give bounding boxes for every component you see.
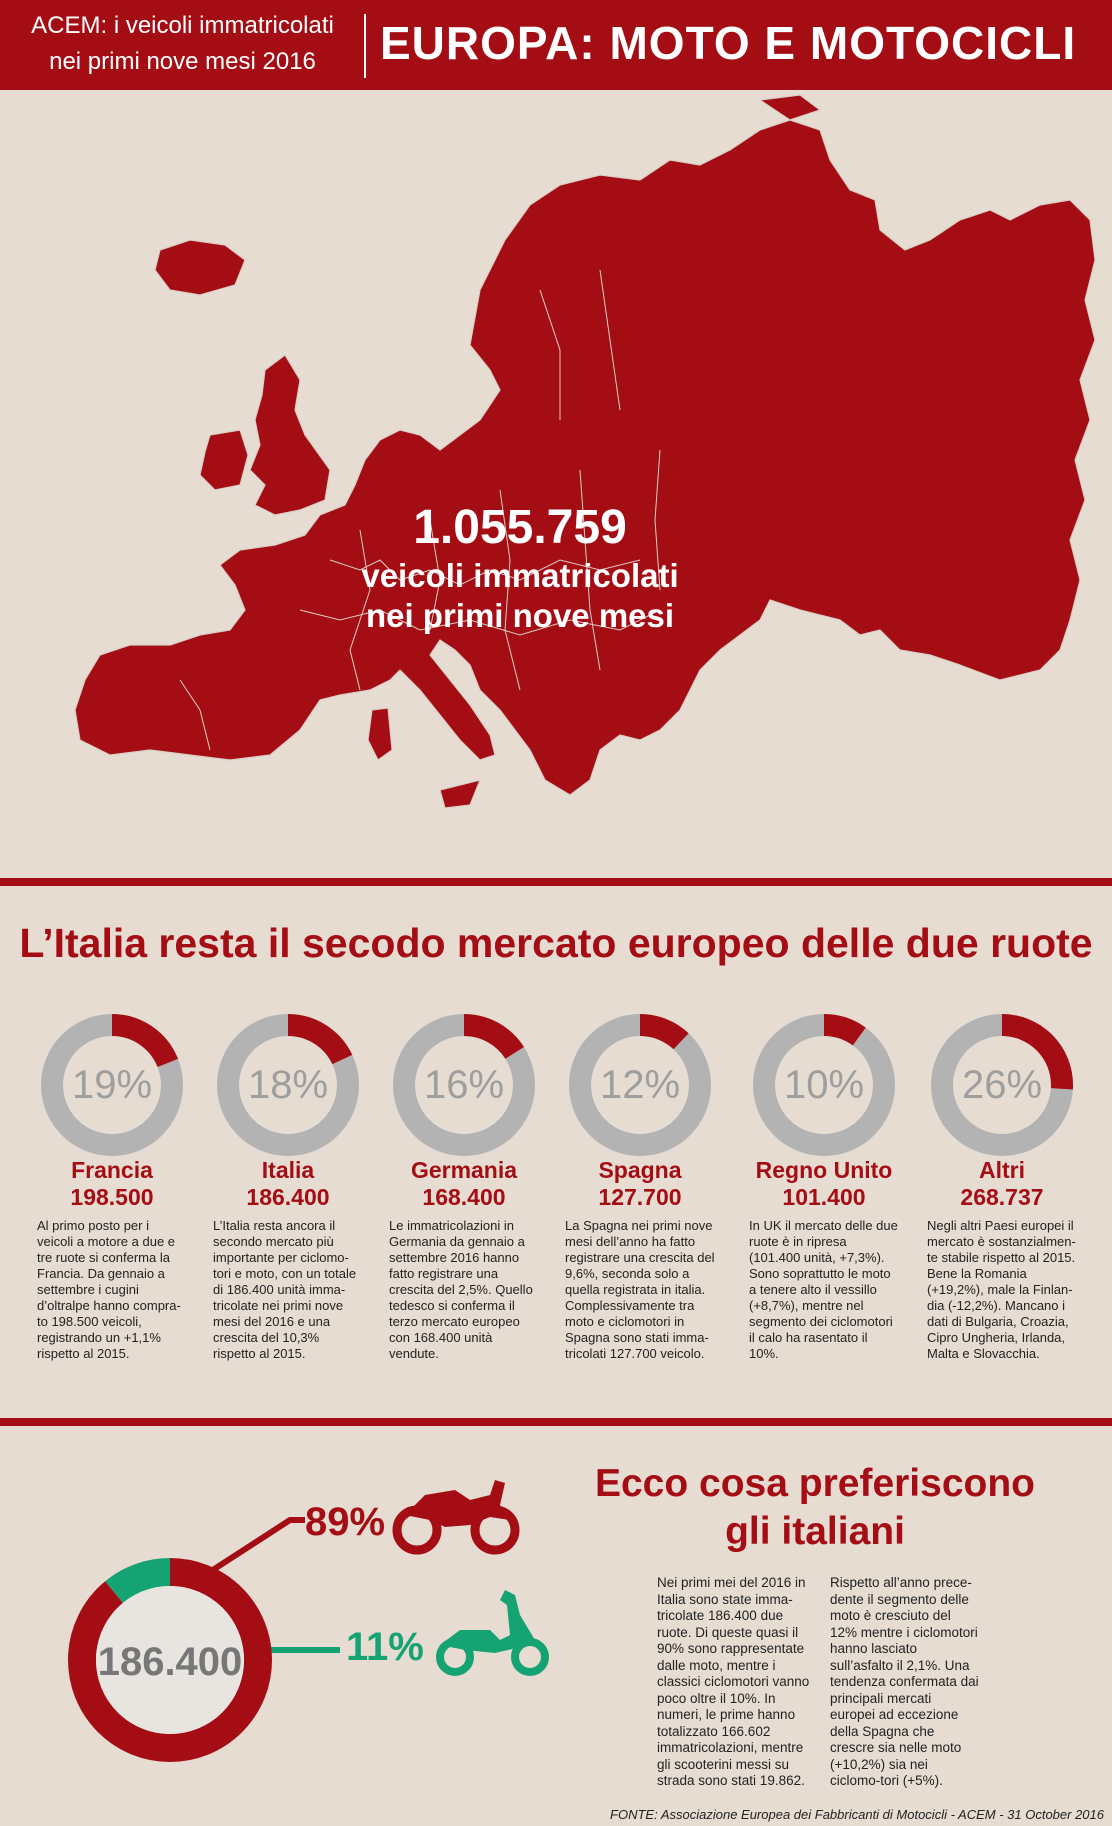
total-registrations-number: 1.055.759 bbox=[413, 501, 627, 554]
country-name-value bbox=[565, 1157, 715, 1211]
country-description: Le immatricolazioni in Germania da gennaio a settembre 2016 hanno fatto registrare una crescita del 2,5%. Quello tedesco si conferma il terzo mercato europeo con 168.400 unità vendute. bbox=[389, 1218, 533, 1361]
section-divider-1 bbox=[0, 878, 1112, 886]
donut-pct-label: 10% bbox=[783, 1063, 865, 1107]
small-island bbox=[760, 95, 820, 120]
scooter-icon bbox=[440, 1590, 545, 1672]
country-name: Altri bbox=[979, 1157, 1025, 1183]
country-description: In UK il mercato delle due ruote è in ripresa (101.400 unità, +7,3%). Sono soprattutto le moto a tenere alto il vessillo (+8,7%), mentre nel segmento dei ciclomotori il calo ha rasentato il 10%. bbox=[749, 1218, 898, 1361]
country-value: 268.737 bbox=[960, 1184, 1044, 1210]
source-credit: FONTE: Associazione Europea dei Fabbricanti di Motocicli - ACEM - 31 October 2016 bbox=[610, 1807, 1104, 1822]
header-subtitle bbox=[20, 8, 345, 80]
great-britain bbox=[250, 355, 330, 515]
iceland bbox=[155, 240, 245, 295]
donut-regno-unito bbox=[749, 1010, 899, 1160]
country-value: 198.500 bbox=[70, 1184, 154, 1210]
country-name: Germania bbox=[410, 1157, 518, 1183]
ireland bbox=[200, 430, 248, 490]
italy-breakdown-graphic bbox=[0, 1420, 600, 1820]
section3-title bbox=[590, 1460, 1040, 1556]
section3-title-line1: Ecco cosa preferiscono bbox=[594, 1462, 1035, 1505]
country-name: Italia bbox=[261, 1157, 315, 1183]
donut-pct-label: 18% bbox=[247, 1063, 329, 1107]
donut-pct-label: 12% bbox=[599, 1063, 681, 1107]
country-name-value bbox=[389, 1157, 539, 1211]
sardinia bbox=[368, 708, 392, 760]
scooter-pct-label: 11% bbox=[346, 1625, 424, 1669]
country-value: 186.400 bbox=[246, 1184, 330, 1210]
donut-pct-label: 26% bbox=[961, 1063, 1043, 1107]
donut-spagna bbox=[565, 1010, 715, 1160]
country-name-value bbox=[37, 1157, 187, 1211]
italy-total-value: 186.400 bbox=[97, 1640, 243, 1684]
donut-italia bbox=[213, 1010, 363, 1160]
country-description: La Spagna nei primi nove mesi dell’anno ha fatto registrare una crescita del 9,6%, seconda solo a quella registrata in italia. Complessivamente tra moto e ciclomotori in Spagna sono stati imma-tricolati 127.700 veicolo. bbox=[565, 1218, 715, 1361]
donut-pct-label: 19% bbox=[71, 1063, 153, 1107]
country-name-value bbox=[749, 1157, 899, 1211]
section3-text-col2: Rispetto all’anno prece-dente il segmento delle moto è cresciuto del 12% mentre i ciclomotori hanno lasciato sull’asfalto il 2,1%. Una tendenza confermata dai principali mercati europei ad eccezione della Spagna che crescre sia nelle moto (+10,2%) sia nei ciclomo-tori (+5%). bbox=[830, 1575, 979, 1788]
country-name: Spagna bbox=[598, 1157, 682, 1183]
header-title: EUROPA: MOTO E MOTOCICLI bbox=[380, 17, 1077, 69]
country-name: Francia bbox=[71, 1157, 153, 1183]
country-description: Al primo posto per i veicoli a motore a due e tre ruote si conferma la Francia. Da gennaio a settembre i cugini d’oltralpe hanno compra-to 198.500 veicoli, registrando un +1,1% rispetto al 2015. bbox=[37, 1218, 181, 1361]
header-subtitle-line2: nei primi nove mesi 2016 bbox=[49, 48, 316, 75]
moto-leader-line bbox=[205, 1520, 305, 1575]
donut-francia bbox=[37, 1010, 187, 1160]
country-value: 168.400 bbox=[422, 1184, 506, 1210]
motorcycle-icon bbox=[397, 1480, 515, 1550]
donut-pct-label: 16% bbox=[423, 1063, 505, 1107]
donut-altri bbox=[927, 1010, 1077, 1160]
europe-map bbox=[0, 90, 1112, 870]
total-registrations-line1: veicoli immatricolati bbox=[361, 557, 679, 594]
header-bar bbox=[0, 0, 1112, 90]
country-name-value bbox=[213, 1157, 363, 1211]
header-subtitle-line1: ACEM: i veicoli immatricolati bbox=[31, 12, 334, 39]
total-registrations-line2: nei primi nove mesi bbox=[365, 597, 675, 634]
country-description: L’Italia resta ancora il secondo mercato più importante per ciclomo-tori e moto, con un totale di 186.400 unità imma-tricolate nei primi nove mesi del 2016 e una crescita del 10,3% rispetto al 2015. bbox=[213, 1218, 357, 1361]
country-description: Negli altri Paesi europei il mercato è sostanzialmen-te stabile rispetto al 2015. Bene la Romania (+19,2%), male la Finlan-dia (-12,2%). Mancano i dati di Bulgaria, Croazia, Cipro Ungheria, Irlanda, Malta e Slovacchia. bbox=[927, 1218, 1076, 1361]
moto-pct-label: 89% bbox=[305, 1500, 386, 1544]
map-total-overlay bbox=[330, 500, 710, 636]
country-value: 101.400 bbox=[782, 1184, 866, 1210]
country-name-value bbox=[927, 1157, 1077, 1211]
donut-germania bbox=[389, 1010, 539, 1160]
section3-title-line2: gli italiani bbox=[725, 1510, 905, 1553]
section2-title: L’Italia resta il secodo mercato europeo delle due ruote bbox=[19, 920, 1093, 966]
section3-text-col1: Nei primi mei del 2016 in Italia sono state imma-tricolate 186.400 due ruote. Di queste quasi il 90% sono rappresentate dalle moto, mentre i classici ciclomotori vanno poco oltre il 10%. In numeri, le prime hanno totalizzato 166.602 immatricolazioni, mentre gli scooterini messi su strada sono stati 19.862. bbox=[657, 1575, 810, 1788]
header-divider bbox=[364, 14, 366, 78]
sicily bbox=[440, 780, 480, 808]
country-value: 127.700 bbox=[598, 1184, 682, 1210]
country-name: Regno Unito bbox=[755, 1157, 893, 1183]
